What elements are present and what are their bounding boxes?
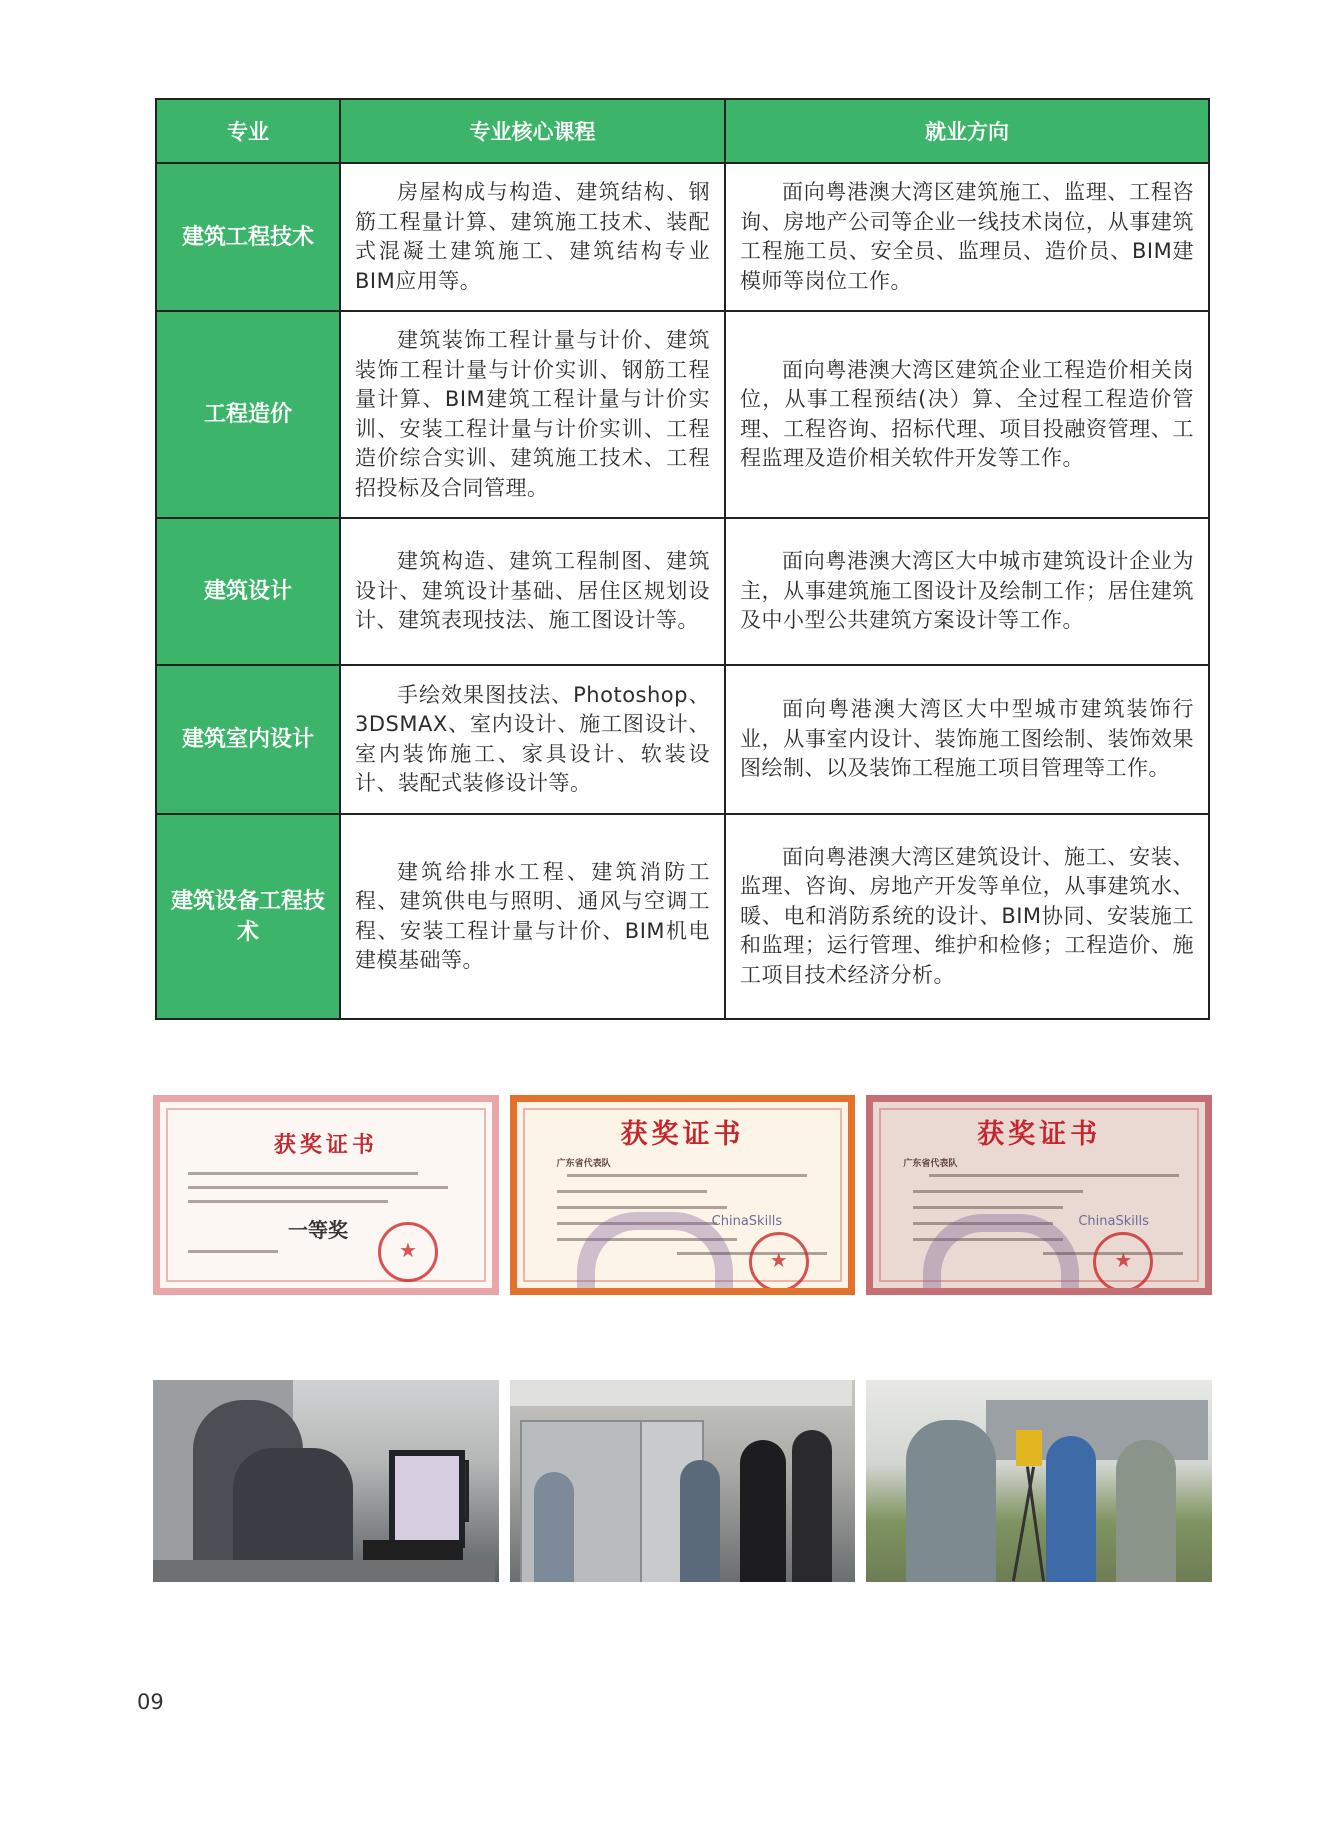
table-row (156, 814, 1209, 1019)
major-name: 建筑设备工程技术 (156, 814, 340, 1019)
certificate-team: 广东省代表队 (903, 1159, 958, 1169)
certificate-photo (153, 1095, 499, 1295)
certificate-title: 获奖证书 (977, 1119, 1102, 1150)
activity-photos (153, 1380, 1212, 1582)
certificate-award: 一等奖 (288, 1218, 348, 1242)
certificate-photo (510, 1095, 856, 1295)
major-name: 建筑工程技术 (156, 163, 340, 311)
core-courses: 建筑构造、建筑工程制图、建筑设计、建筑设计基础、居住区规划设计、建筑表现技法、施工图设计等。 (355, 549, 710, 633)
career-direction: 面向粤港澳大湾区建筑企业工程造价相关岗位，从事工程预结(决）算、全过程工程造价管理、工程咨询、招标代理、项目投融资管理、工程监理及造价相关软件开发等工作。 (740, 357, 1194, 470)
chinaskills-logo: ChinaSkills (711, 1214, 783, 1229)
certificate-photos (153, 1095, 1212, 1295)
header-major: 专业 (156, 99, 340, 163)
major-name: 建筑室内设计 (156, 665, 340, 814)
core-courses: 建筑装饰工程计量与计价、建筑装饰工程计量与计价实训、钢筋工程量计算、BIM建筑工程计量与计价实训、安装工程计量与计价实训、工程造价综合实训、建筑施工技术、工程招投标及合同管理。 (355, 328, 710, 500)
core-courses: 建筑给排水工程、建筑消防工程、建筑供电与照明、通风与空调工程、安装工程计量与计价、BIM机电建模基础等。 (355, 859, 710, 972)
header-careers: 就业方向 (725, 99, 1209, 163)
surveying-practice-photo (866, 1380, 1212, 1582)
certificate-title: 获奖证书 (620, 1119, 745, 1150)
career-direction: 面向粤港澳大湾区大中型城市建筑装饰行业，从事室内设计、装饰施工图绘制、装饰效果图绘制、以及装饰工程施工项目管理等工作。 (740, 697, 1194, 781)
chinaskills-logo: ChinaSkills (1078, 1214, 1149, 1229)
core-courses: 手绘效果图技法、Photoshop、3DSMAX、室内设计、施工图设计、室内装饰施工、家具设计、软装设计、装配式装修设计等。 (355, 682, 710, 795)
table-row (156, 518, 1209, 665)
table-row (156, 311, 1209, 518)
major-name: 建筑设计 (156, 518, 340, 665)
header-courses: 专业核心课程 (340, 99, 725, 163)
table-row (156, 665, 1209, 814)
career-direction: 面向粤港澳大湾区建筑施工、监理、工程咨询、房地产公司等企业一线技术岗位，从事建筑工程施工员、安全员、监理员、造价员、BIM建模师等岗位工作。 (740, 180, 1194, 293)
seal-stamp (378, 1222, 438, 1282)
seal-stamp (1093, 1232, 1153, 1292)
major-name: 工程造价 (156, 311, 340, 518)
core-courses: 房屋构成与构造、建筑结构、钢筋工程量计算、建筑施工技术、装配式混凝土建筑施工、建筑结构专业BIM应用等。 (355, 180, 710, 293)
certificate-team: 广东省代表队 (556, 1159, 611, 1169)
table-row (156, 163, 1209, 311)
career-direction: 面向粤港澳大湾区建筑设计、施工、安装、监理、咨询、房地产开发等单位，从事建筑水、暖、电和消防系统的设计、BIM协同、安装施工和监理；运行管理、维护和检修；工程造价、施工项目技术经济分析。 (740, 844, 1194, 987)
certificate-title: 获奖证书 (273, 1132, 378, 1158)
page-number: 09 (137, 1690, 164, 1714)
certificate-photo (866, 1095, 1212, 1295)
majors-table (155, 98, 1210, 1020)
computer-lab-photo (153, 1380, 499, 1582)
career-direction: 面向粤港澳大湾区大中城市建筑设计企业为主，从事建筑施工图设计及绘制工作；居住建筑及中小型公共建筑方案设计等工作。 (740, 549, 1194, 633)
table-header-row (156, 99, 1209, 163)
equipment-lab-photo (510, 1380, 856, 1582)
seal-stamp (749, 1232, 809, 1292)
